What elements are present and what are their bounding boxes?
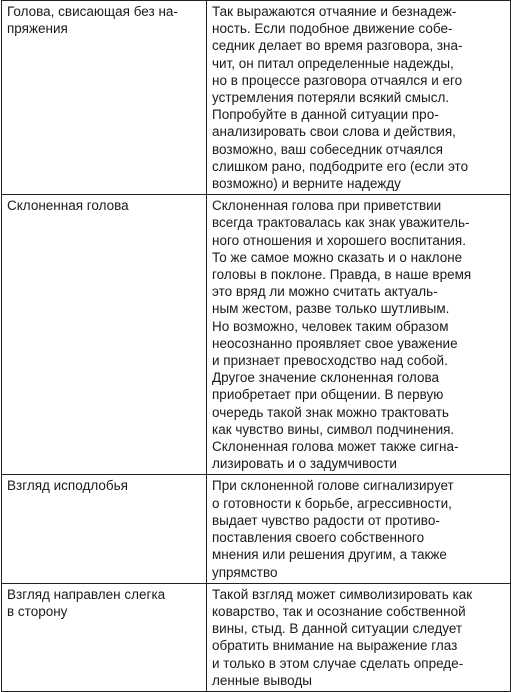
gesture-table <box>1 0 511 692</box>
description-text: Так выражаются отчаяние и безнадеж- <box>212 4 457 19</box>
description-text: и только в этом случае сделать опреде- <box>212 655 464 671</box>
description-text: То же самое можно сказать и о наклоне <box>212 249 463 265</box>
description-text: Такой взгляд может символизировать как <box>212 586 473 602</box>
description-text: неосознанно проявляет свое уважение <box>212 335 458 351</box>
description-cell <box>207 1 511 195</box>
description-text: Склоненная голова при приветствии <box>212 198 442 214</box>
description-text: седник делает во время разговора, зна- <box>212 38 463 54</box>
term-text: Голова, свисающая без на- <box>7 4 178 19</box>
description-cell <box>207 195 511 475</box>
description-cell <box>207 475 511 583</box>
description-text: ленные выводы <box>212 672 312 688</box>
description-cell <box>207 583 511 691</box>
description-text: упрямство <box>212 564 278 580</box>
description-text: обратить внимание на выражение глаз <box>212 638 458 654</box>
description-text: о готовности к борьбе, агрессивности, <box>212 495 452 511</box>
term-cell <box>2 475 207 583</box>
description-text: поставления своего собственного <box>212 530 425 546</box>
term-cell <box>2 195 207 475</box>
description-text: но в процессе разговора отчаялся и его <box>212 72 463 88</box>
table-body <box>2 1 511 692</box>
description-text: Но возможно, человек таким образом <box>212 318 449 334</box>
description-text: ным жестом, разве только шутливым. <box>212 301 450 317</box>
description-text: выдает чувство радости от противо- <box>212 512 440 528</box>
description-text: анализировать свои слова и действия, <box>212 124 456 140</box>
description-text: и признает превосходство над собой. <box>212 353 448 369</box>
description-text: это вряд ли можно считать актуаль- <box>212 284 438 300</box>
description-text: очередь такой знак можно трактовать <box>212 404 449 420</box>
description-text: возможно, ваш собеседник отчаялся <box>212 141 443 157</box>
term-text: Взгляд направлен слегка <box>7 586 166 602</box>
description-text: Другое значение склоненная голова <box>212 370 439 386</box>
description-text: вины, стыд. В данной ситуации следует <box>212 621 463 637</box>
table-row <box>2 583 511 691</box>
description-text: коварство, так и осознание собственной <box>212 603 466 619</box>
term-text: Склоненная голова <box>7 198 129 214</box>
term-text: Взгляд исподлобья <box>7 478 128 494</box>
description-text: всегда трактовалась как знак уважитель- <box>212 215 470 231</box>
description-text: головы в поклоне. Правда, в наше время <box>212 267 472 283</box>
table-row <box>2 195 511 475</box>
table-row <box>2 475 511 583</box>
description-text: ность. Если подобное движение собе- <box>212 21 453 37</box>
description-text: Склоненная голова может также сигна- <box>212 439 459 455</box>
description-text: устремления потеряли всякий смысл. <box>212 90 450 106</box>
description-text: как чувство вины, символ подчинения. <box>212 421 455 437</box>
description-text: приобретает при общении. В первую <box>212 387 444 403</box>
description-text: возможно) и верните надежду <box>212 176 401 192</box>
description-text: При склоненной голове сигнализирует <box>212 478 454 494</box>
term-text: пряжения <box>7 21 68 37</box>
term-text: в сторону <box>7 603 68 619</box>
description-text: ного отношения и хорошего воспитания. <box>212 232 466 248</box>
description-text: Попробуйте в данной ситуации про- <box>212 107 439 123</box>
description-text: мнения или решения другим, а также <box>212 547 447 563</box>
table-row <box>2 1 511 195</box>
description-text: лизировать и о задумчивости <box>212 456 397 472</box>
term-cell <box>2 583 207 691</box>
description-text: слишком рано, подбодрите его (если это <box>212 158 469 174</box>
description-text: чит, он питал определенные надежды, <box>212 55 454 71</box>
term-cell <box>2 1 207 195</box>
